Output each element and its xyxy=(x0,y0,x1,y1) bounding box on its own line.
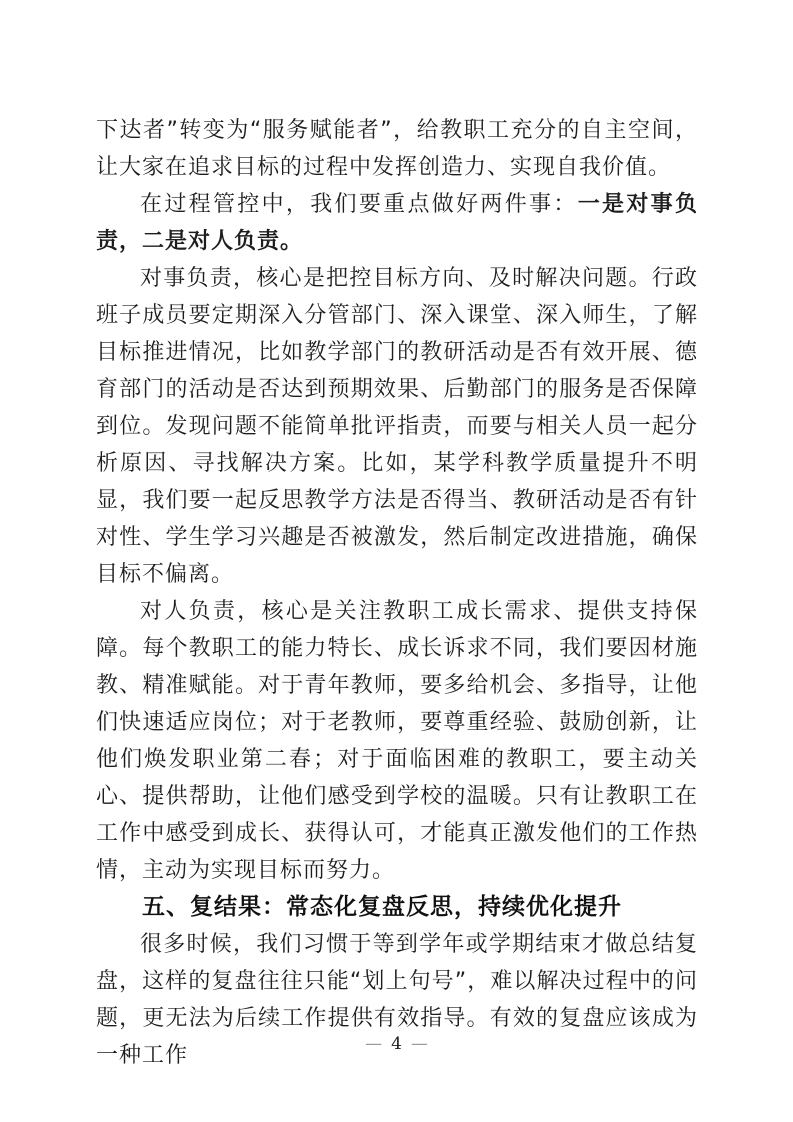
page-number xyxy=(0,1030,793,1058)
page-number-value: 4 xyxy=(391,1034,402,1054)
paragraph-review-results: 很多时候，我们习惯于等到学年或学期结束才做总结复盘，这样的复盘往往只能“划上句号”，难以解决过程中的问题，更无法为后续工作提供有效指导。有效的复盘应该成为一种工作 xyxy=(96,932,698,1068)
page-number-right-dash: — xyxy=(410,1034,428,1054)
paragraph-continuation-from-previous-page: 下达者”转变为“服务赋能者”，给教职工充分的自主空间，让大家在追求目标的过程中发挥创造力、实现自我价值。 xyxy=(96,118,698,180)
section-heading-five: 五、复结果：常态化复盘反思，持续优化提升 xyxy=(142,894,622,920)
page-body-text xyxy=(96,112,698,1074)
page-number-left-dash: — xyxy=(365,1034,383,1054)
paragraph-responsible-for-matters: 对事负责，核心是把控目标方向、及时解决问题。行政班子成员要定期深入分管部门、深入课堂、深入师生，了解目标推进情况，比如教学部门的教研活动是否有效开展、德育部门的活动是否达到预期效果、后勤部门的服务是否保障到位。发现问题不能简单批评指责，而要与相关人员一起分析原因、寻找解决方案。比如，某学科教学质量提升不明显，我们要一起反思教学方法是否得当、教研活动是否有针对性、学生学习兴趣是否被激发，然后制定改进措施，确保目标不偏离。 xyxy=(96,266,698,587)
paragraph-process-control xyxy=(96,186,698,260)
paragraph-process-control-bold-run: 一是对事负责，二是对人负责。 xyxy=(96,192,698,254)
paragraph-responsible-for-people: 对人负责，核心是关注教职工成长需求、提供支持保障。每个教职工的能力特长、成长诉求不同，我们要因材施教、精准赋能。对于青年教师，要多给机会、多指导，让他们快速适应岗位；对于老教师，要尊重经验、鼓励创新，让他们焕发职业第二春；对于面临困难的教职工，要主动关心、提供帮助，让他们感受到学校的温暖。只有让教职工在工作中感受到成长、获得认可，才能真正激发他们的工作热情，主动为实现目标而努力。 xyxy=(96,599,698,883)
paragraph-process-control-normal-run: 在过程管控中，我们要重点做好两件事： xyxy=(140,192,578,217)
